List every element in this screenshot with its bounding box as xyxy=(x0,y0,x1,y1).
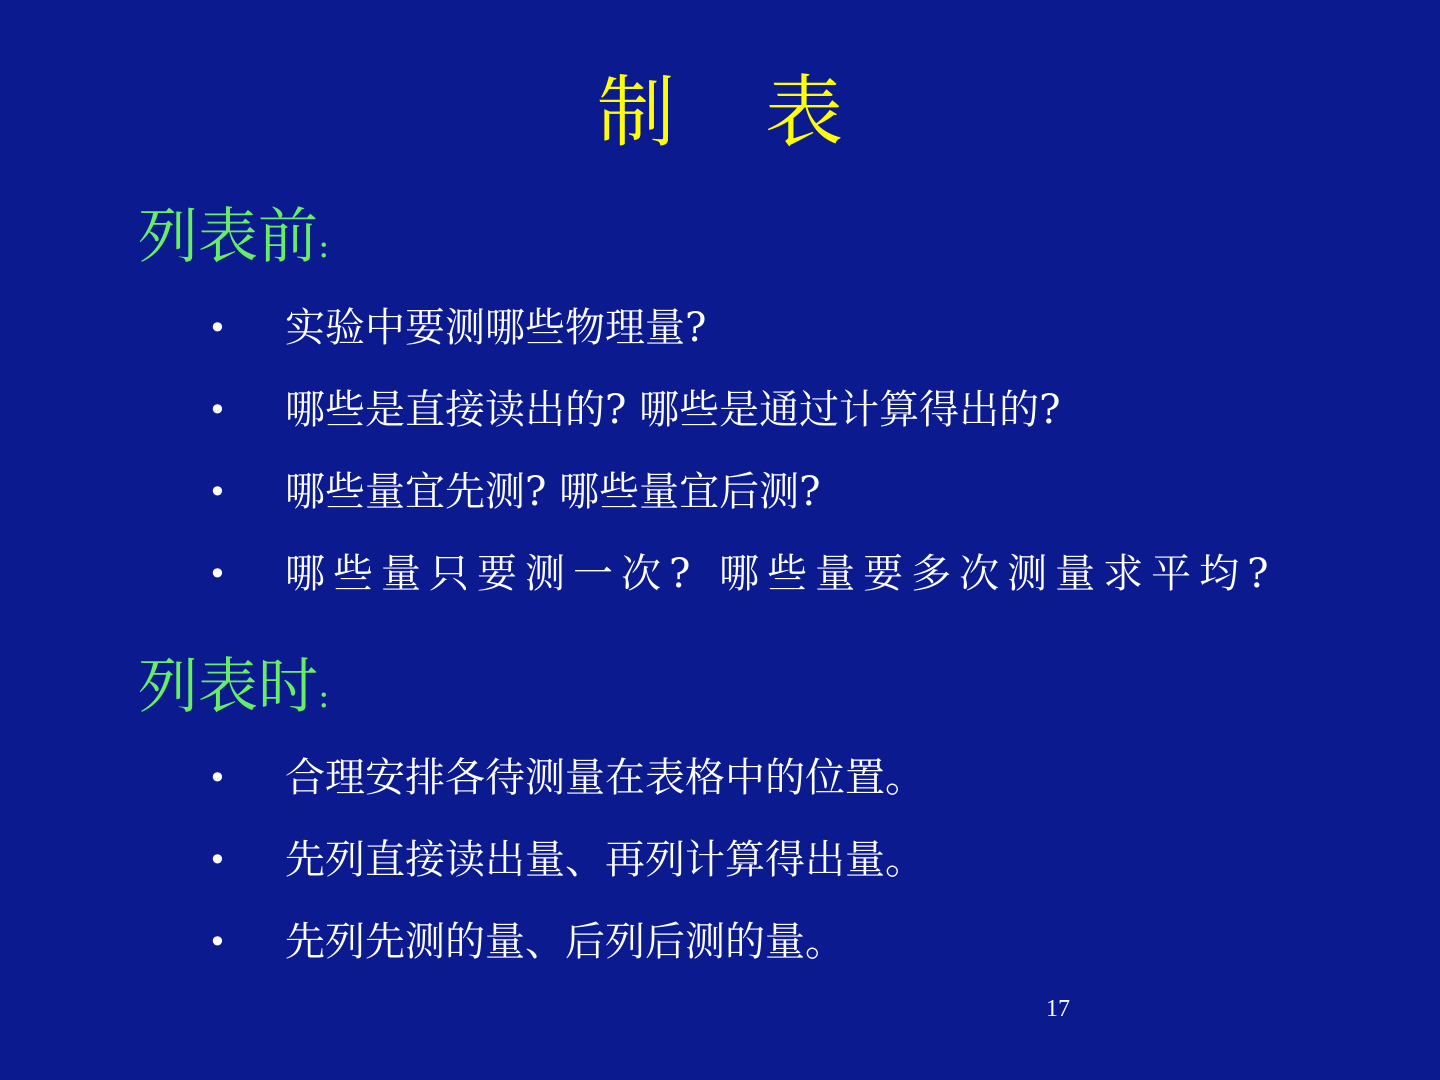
list-item-text: 先列先测的量、后列后测的量。 xyxy=(285,919,845,965)
section-heading-before-text: 列表前 xyxy=(138,202,318,272)
list-item-text: 哪些量只要测一次? 哪些量要多次测量求平均? xyxy=(285,551,1277,597)
bullet-list-before xyxy=(0,302,1440,600)
bullet-icon: • xyxy=(208,473,227,511)
title-part-1: 制 xyxy=(596,68,675,158)
section-heading-before xyxy=(138,202,329,281)
list-item-text: 实验中要测哪些物理量? xyxy=(285,305,707,351)
section-heading-before-colon: : xyxy=(318,226,330,266)
bullet-icon: • xyxy=(208,555,235,593)
list-item-text: 合理安排各待测量在表格中的位置。 xyxy=(285,755,925,801)
list-item-text: 哪些是直接读出的? 哪些是通过计算得出的? xyxy=(285,387,1061,433)
list-item xyxy=(0,384,1440,466)
bullet-icon: • xyxy=(208,759,227,797)
section-heading-during-colon: : xyxy=(318,676,330,716)
list-item-text: 哪些量宜先测? 哪些量宜后测? xyxy=(285,469,821,515)
section-heading-during-text: 列表时 xyxy=(138,652,318,722)
bullet-icon: • xyxy=(208,841,227,879)
list-item xyxy=(0,466,1440,548)
page-number: 17 xyxy=(1046,996,1070,1022)
bullet-icon: • xyxy=(208,391,227,429)
list-item xyxy=(0,752,1440,834)
list-item xyxy=(0,916,1440,998)
bullet-list-during xyxy=(0,752,1440,998)
bullet-icon: • xyxy=(208,923,227,961)
list-item xyxy=(0,834,1440,916)
bullet-icon: • xyxy=(208,309,227,347)
section-heading-during xyxy=(138,652,329,731)
slide-title xyxy=(0,68,1440,158)
list-item xyxy=(0,548,1440,600)
list-item xyxy=(0,302,1440,384)
title-part-2: 表 xyxy=(765,68,844,158)
list-item-text: 先列直接读出量、再列计算得出量。 xyxy=(285,837,925,883)
